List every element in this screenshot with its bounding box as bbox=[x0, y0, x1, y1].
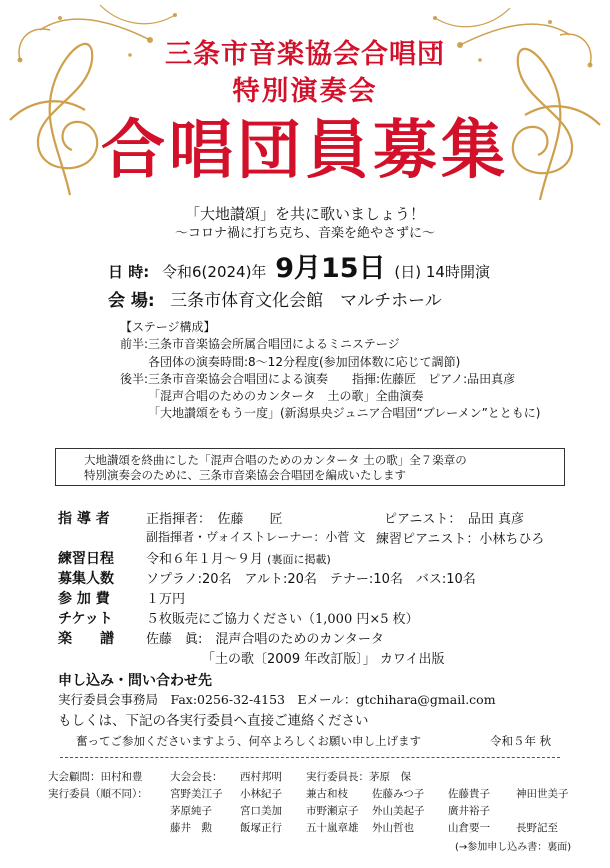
member: 佐藤みつ子 bbox=[372, 788, 425, 800]
date-era: 令和6(2024)年 bbox=[162, 263, 267, 281]
date-month-day: 9月15日 bbox=[275, 253, 386, 284]
stage-line: 前半:三条市音楽協会所属合唱団によるミニステージ bbox=[120, 337, 400, 352]
notice-box bbox=[55, 448, 565, 486]
member: 市野瀬京子 bbox=[306, 805, 359, 817]
contact-line: もしくは、下記の各実行委員へ直接ご連絡ください bbox=[58, 713, 369, 729]
event-venue bbox=[108, 286, 442, 311]
notice-line: 特別演奏会のために、三条市音楽協会合唱団を編成いたします bbox=[84, 468, 406, 482]
member: 外山哲也 bbox=[372, 822, 414, 834]
chair: 実行委員長：茅原 保 bbox=[306, 771, 411, 783]
member: 飯塚正行 bbox=[240, 822, 282, 834]
fee-value: １万円 bbox=[146, 592, 186, 607]
score-label: 楽 譜 bbox=[58, 631, 114, 647]
conductor: 正指揮者： 佐藤 匠 bbox=[146, 512, 283, 527]
divider bbox=[60, 757, 560, 758]
event-title: 特別演奏会 bbox=[232, 76, 378, 107]
practice-pianist: 練習ピアニスト：小林ちひろ bbox=[376, 532, 545, 547]
stage-line: 「混声合唱のためのカンタータ 土の歌」全曲演奏 bbox=[148, 389, 424, 404]
schedule-note: (裏面に掲載) bbox=[267, 553, 331, 566]
closing-message: 奮ってご参加くださいますよう、何卒よろしくお願い申し上げます bbox=[76, 734, 421, 748]
venue-label: 会 場: bbox=[108, 291, 155, 311]
president: 西村邦明 bbox=[240, 771, 282, 783]
member: 宮口美加 bbox=[240, 805, 282, 817]
stage-line: 後半:三条市音楽協会合唱団による演奏 指揮:佐藤匠 ピアノ:品田真彦 bbox=[120, 371, 516, 386]
member: 宮野美江子 bbox=[170, 788, 223, 800]
staff-label: 指 導 者 bbox=[58, 511, 110, 527]
member: 長野記至 bbox=[516, 822, 558, 834]
recruit-value: ソプラノ:20名 アルト:20名 テナー:10名 バス:10名 bbox=[146, 572, 476, 587]
pianist: ピアニスト： 品田 真彦 bbox=[384, 512, 524, 527]
advisor: 大会顧問：田村和豊 bbox=[48, 771, 143, 783]
contact-line: 実行委員会事務局 Fax:0256-32-4153 Eメール：gtchihara@gmail.com bbox=[58, 692, 496, 707]
member: 佐藤貴子 bbox=[448, 788, 490, 800]
date-weekday: (日) bbox=[394, 263, 422, 281]
closing-date: 令和５年 秋 bbox=[490, 734, 552, 748]
schedule-label: 練習日程 bbox=[58, 551, 114, 567]
member: 兼古和枝 bbox=[306, 788, 348, 800]
members-label: 実行委員（順不同）： bbox=[48, 788, 148, 800]
member: 藤井 勲 bbox=[170, 822, 212, 834]
schedule-value: 令和６年１月〜９月 (裏面に掲載) bbox=[146, 552, 331, 567]
vice-conductor: 副指揮者・ヴォイストレーナー：小菅 文 bbox=[146, 530, 366, 544]
event-date bbox=[108, 246, 490, 285]
org-title: 三条市音楽協会合唱団 bbox=[165, 39, 445, 70]
stage-line: 各団体の演奏時間:8〜12分程度(参加団体数に応じて調節) bbox=[148, 354, 461, 369]
stage-line: 「大地讃頌をもう一度」(新潟県央ジュニア合唱団“ブレーメン”とともに) bbox=[148, 406, 541, 421]
venue-value: 三条市体育文化会館 マルチホール bbox=[170, 291, 442, 311]
notice-line: 大地讃頌を終曲にした「混声合唱のためのカンタータ 土の歌」全７楽章の bbox=[84, 453, 467, 467]
stage-section bbox=[120, 319, 540, 423]
tagline: 「大地讃頌」を共に歌いましょう！ bbox=[184, 205, 425, 223]
application-form-note: (→参加申し込み書：裏面) bbox=[455, 842, 572, 853]
member: 廣井裕子 bbox=[448, 805, 490, 817]
score-value: 佐藤 眞: 混声合唱のためのカンタータ bbox=[146, 632, 384, 647]
fee-label: 参 加 費 bbox=[58, 591, 110, 607]
member: 茅原純子 bbox=[170, 805, 212, 817]
ticket-value: ５枚販売にご協力ください（1,000 円×5 枚） bbox=[146, 612, 419, 627]
recruit-label: 募集人数 bbox=[58, 571, 114, 587]
tagline-sub: 〜コロナ禍に打ち克ち、音楽を絶やさずに〜 bbox=[174, 226, 435, 241]
ticket-label: チケット bbox=[58, 611, 113, 627]
date-label: 日 時: bbox=[108, 263, 150, 281]
member: 五十嵐章雄 bbox=[306, 822, 359, 834]
member: 神田世美子 bbox=[516, 788, 569, 800]
headline: 合唱団員募集 bbox=[101, 114, 509, 188]
president-label: 大会会長： bbox=[170, 771, 223, 783]
score-value-2: 「土の歌〔2009 年改訂版〕」 カワイ出版 bbox=[202, 652, 445, 667]
date-time: 14時開演 bbox=[425, 263, 490, 281]
member: 山倉要一 bbox=[448, 822, 490, 834]
contact-title: 申し込み・問い合わせ先 bbox=[58, 673, 212, 689]
member: 小林紀子 bbox=[240, 788, 282, 800]
stage-title: 【ステージ構成】 bbox=[120, 320, 216, 334]
member: 外山美起子 bbox=[372, 805, 425, 817]
